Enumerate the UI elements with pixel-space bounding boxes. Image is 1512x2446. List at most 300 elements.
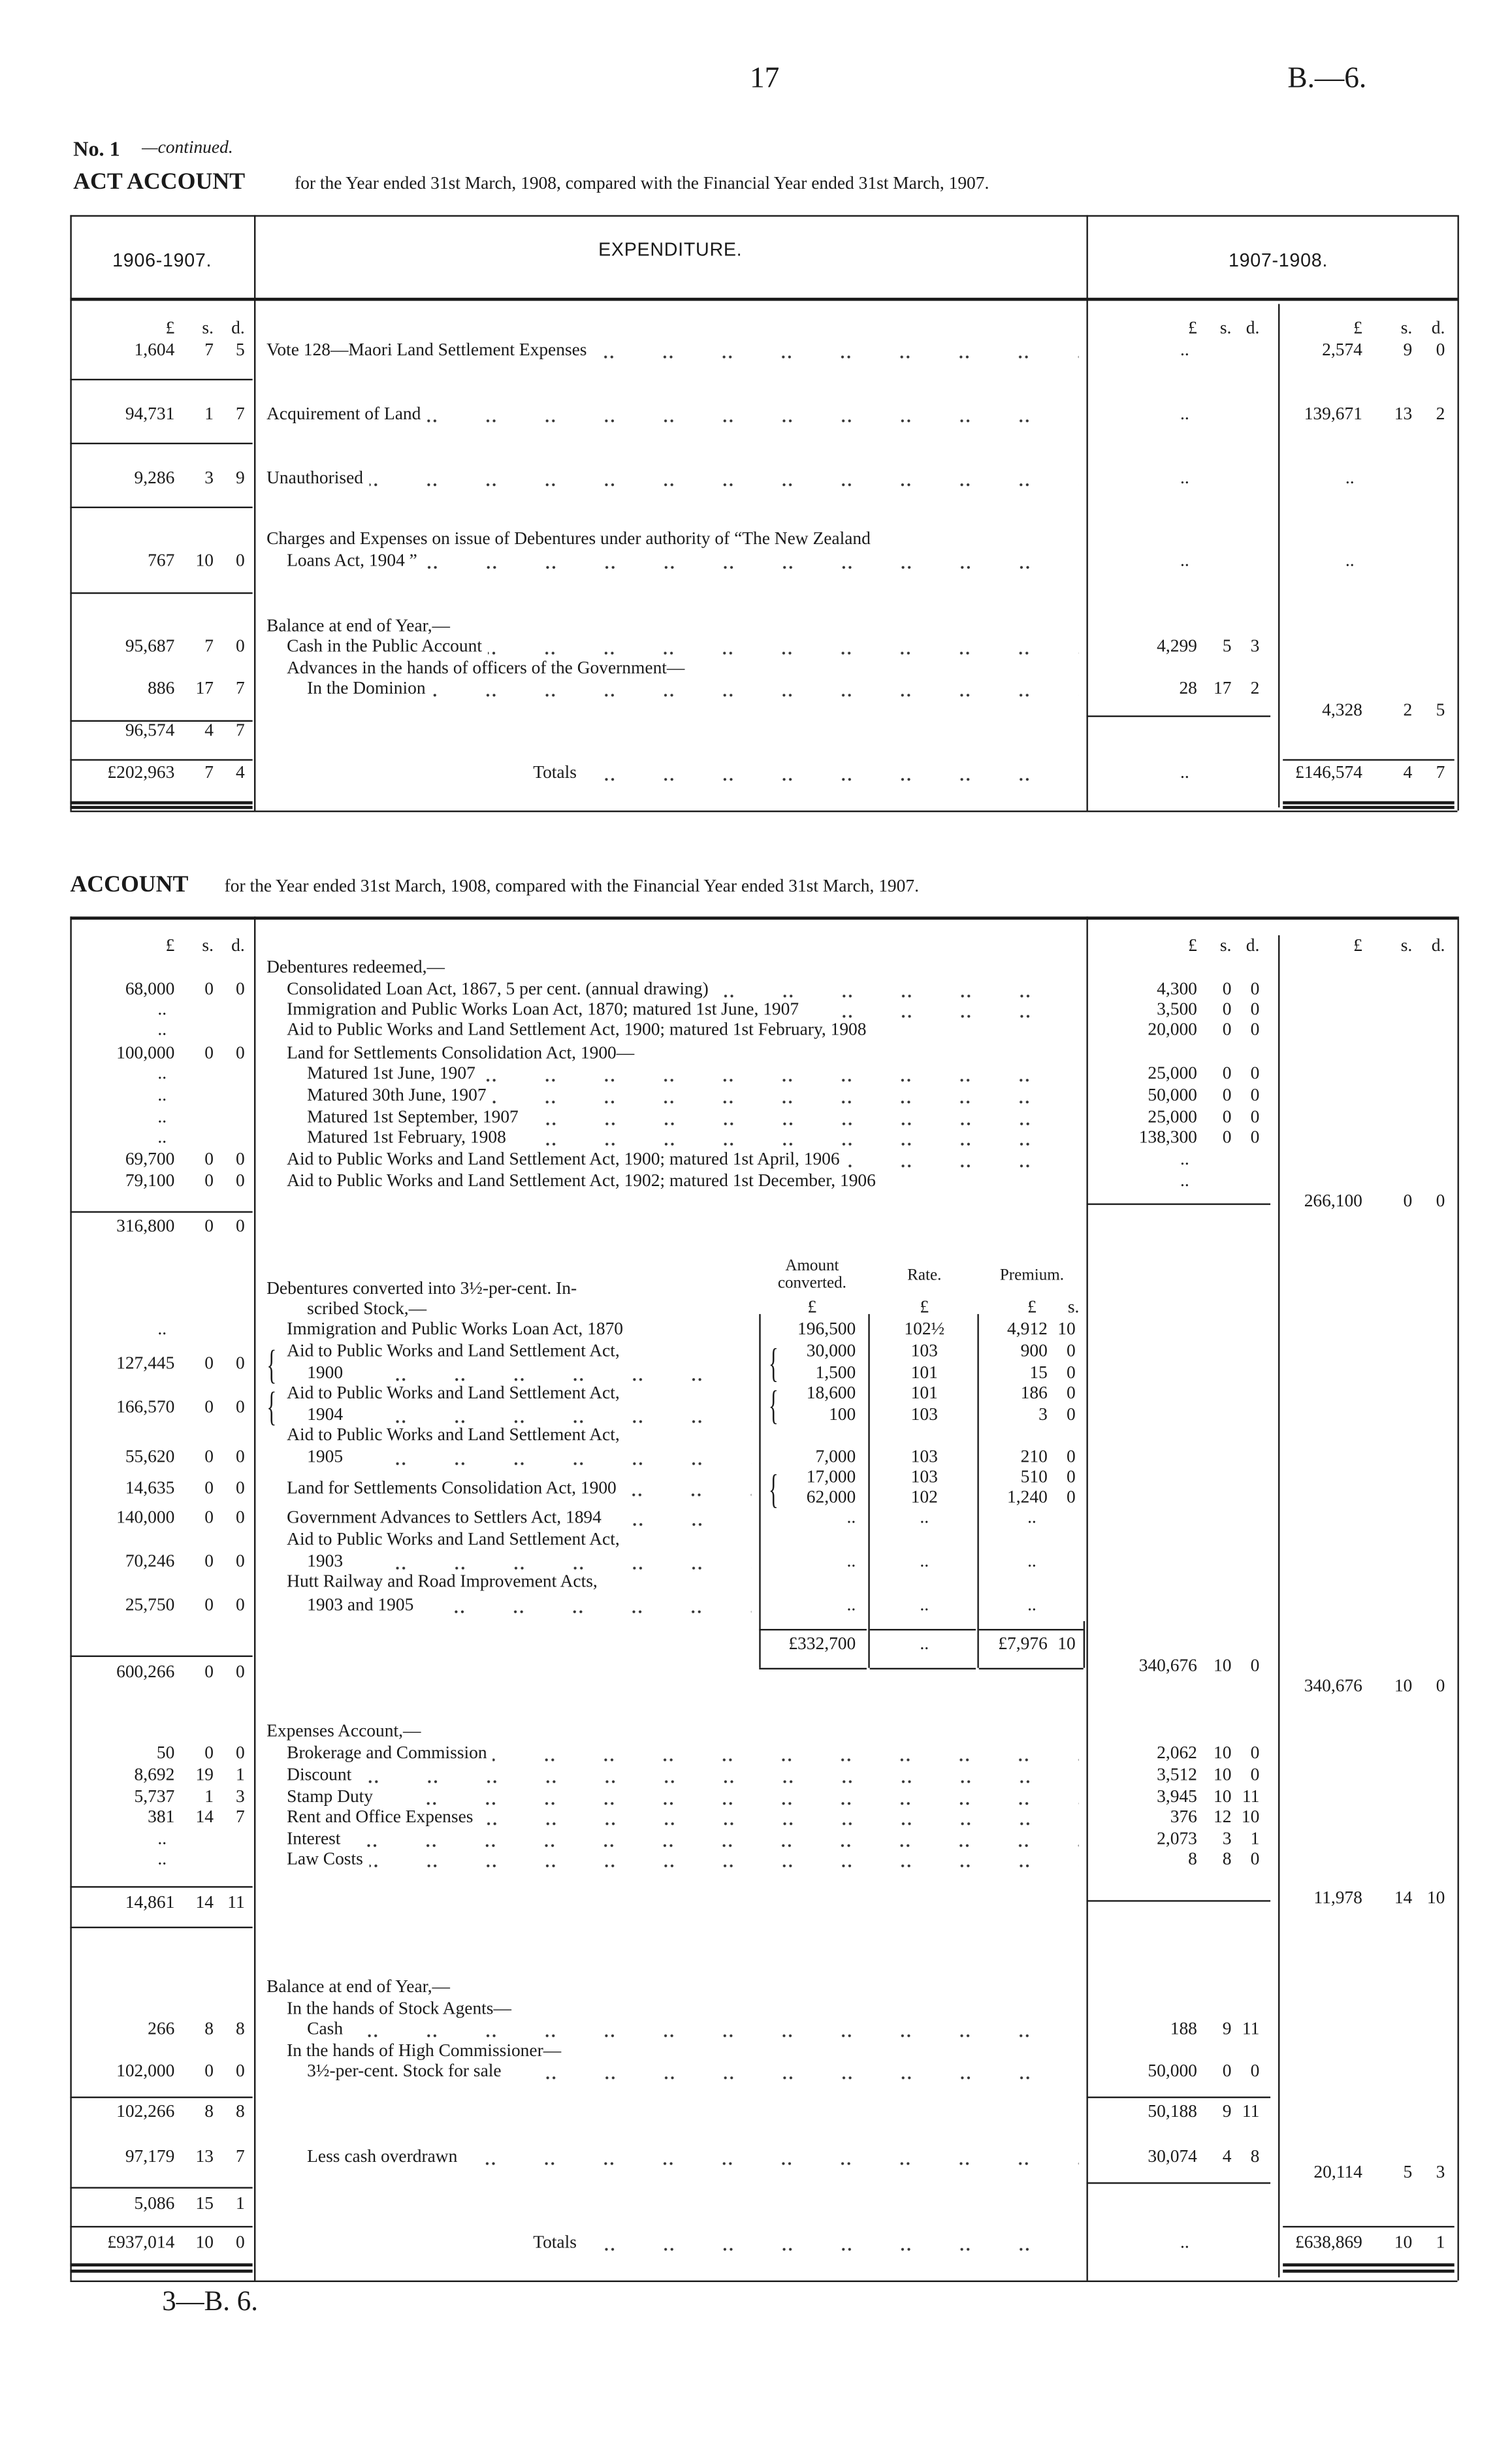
detail-amount-pounds: 4,300	[1157, 980, 1197, 999]
description-with-leader	[307, 1553, 751, 1573]
rule-line	[70, 1927, 252, 1929]
rule-line	[1086, 2097, 1270, 2099]
total-amount-shillings: 5	[1403, 2163, 1413, 2183]
prev-year-amount-pence: 3	[235, 1788, 245, 1807]
detail-amount-pounds: 2,073	[1157, 1829, 1197, 1849]
description: Brokerage and Commission	[287, 1744, 487, 1763]
amount-converted: 196,500	[797, 1320, 856, 1340]
amount-header-line2: converted.	[777, 1275, 846, 1293]
brace	[769, 1470, 779, 1511]
unit-pence-c1: d.	[231, 937, 245, 956]
description-with-leader	[287, 1479, 751, 1500]
premium-shillings: 10	[1057, 1320, 1076, 1340]
brace	[266, 1345, 276, 1386]
prev-year-amount-pence: 0	[235, 1044, 245, 1063]
prev-year-amount-pence: 0	[235, 1479, 245, 1498]
prev-year-amount-pounds: 14,635	[125, 1479, 175, 1498]
prev-year-amount-shillings: 17	[195, 679, 214, 699]
detail-amount-shillings: 17	[1213, 679, 1232, 699]
total-amount-pence: 0	[1436, 341, 1445, 361]
detail-amount-pounds: 20,000	[1148, 1021, 1197, 1040]
description-with-leader	[307, 1065, 1078, 1085]
total-amount-pounds: 20,114	[1313, 2163, 1362, 2183]
description: 1903	[307, 1553, 344, 1571]
description-with-leader	[287, 980, 1078, 1001]
description: 1900	[307, 1364, 344, 1383]
detail-amount-pence: 0	[1250, 1850, 1260, 1869]
prev-year-amount-shillings: 0	[204, 1509, 214, 1528]
conversion-rate: 103	[910, 1448, 938, 1467]
column-header-1907-1908: 1907-1908.	[1228, 249, 1328, 272]
double-rule	[70, 2263, 252, 2266]
detail-amount-pounds: 188	[1170, 2020, 1197, 2039]
description: Loans Act, 1904 ”	[287, 551, 417, 571]
unit-pound-c1: £	[165, 319, 175, 338]
prev-year-amount-pence: 0	[235, 1744, 245, 1763]
unit-shilling-right: s.	[1400, 937, 1413, 956]
dot-leader	[432, 680, 1078, 700]
prev-year-amount-pounds: 25,750	[125, 1596, 175, 1615]
description-with-leader	[287, 1001, 1078, 1021]
total-amount-shillings: 14	[1394, 1889, 1413, 1908]
total-amount-shillings: 10	[1394, 2233, 1413, 2253]
prev-year-amount-pounds: 55,620	[125, 1448, 175, 1467]
prev-year-amount-pence: 4	[235, 764, 245, 783]
double-rule	[1283, 806, 1455, 809]
premium-pounds: 15	[1029, 1364, 1048, 1383]
prev-year-amount-pounds: 68,000	[125, 980, 175, 999]
prev-year-amount-empty: ..	[157, 1320, 167, 1340]
detail-amount-pounds: 50,000	[1148, 1086, 1197, 1106]
rule-line	[70, 379, 252, 381]
prev-year-amount-shillings: 10	[195, 551, 214, 571]
description: Matured 1st September, 1907	[307, 1108, 519, 1127]
rule-line	[70, 759, 252, 761]
rule-line	[70, 2187, 252, 2189]
prev-year-amount-pounds: 94,731	[125, 405, 175, 425]
premium-empty: ..	[1027, 1553, 1037, 1571]
prev-year-amount-pence: 7	[235, 405, 245, 425]
amount-converted: 100	[829, 1406, 856, 1425]
dot-leader	[370, 469, 1079, 489]
conversion-rate: ..	[920, 1596, 929, 1615]
table2-title-bold: ACCOUNT	[70, 873, 189, 898]
description: Law Costs	[287, 1850, 363, 1869]
prev-year-amount-shillings: 0	[204, 1596, 214, 1615]
prev-year-amount-shillings: 0	[204, 1398, 214, 1417]
prev-year-amount-pounds: 70,246	[125, 1553, 175, 1571]
prev-year-amount-shillings: 14	[195, 1808, 214, 1827]
rule-line	[870, 1668, 976, 1670]
total-amount-pence: 3	[1436, 2163, 1445, 2183]
detail-amount-shillings: 12	[1213, 1808, 1232, 1827]
total-amount-pence: 1	[1436, 2233, 1445, 2253]
rule-line	[70, 2226, 252, 2228]
dot-leader	[420, 1596, 751, 1617]
description: Less cash overdrawn	[307, 2148, 458, 2167]
dot-leader	[369, 1850, 1078, 1871]
prev-year-amount-shillings: 15	[195, 2195, 214, 2213]
brace	[769, 1344, 779, 1384]
prev-year-amount-pounds: 5,737	[134, 1788, 175, 1807]
prev-year-amount-empty: ..	[157, 1001, 167, 1020]
dot-leader	[507, 2062, 1078, 2082]
description-with-leader	[307, 1364, 751, 1384]
document-reference: B.—6.	[1287, 62, 1367, 95]
double-rule	[1283, 2270, 1455, 2272]
prev-year-amount-pounds: £202,963	[107, 764, 175, 783]
dot-leader	[349, 1553, 752, 1573]
sub-column-divider	[977, 1314, 978, 1668]
amount-converted: 18,600	[806, 1384, 856, 1403]
column-divider	[1457, 215, 1458, 811]
amount-converted: £332,700	[788, 1635, 856, 1654]
detail-amount-empty: ..	[1180, 341, 1189, 361]
total-amount-pence: 2	[1436, 405, 1445, 425]
unit-pence-right: d.	[1431, 319, 1445, 338]
prev-year-amount-pounds: 127,445	[116, 1354, 175, 1374]
premium-pounds: 900	[1020, 1342, 1048, 1361]
unit-shilling-c1: s.	[202, 319, 214, 338]
prev-year-amount-shillings: 0	[204, 1150, 214, 1169]
prev-year-amount-shillings: 8	[204, 2020, 214, 2039]
rule-line	[1283, 759, 1455, 761]
column-divider	[254, 215, 255, 811]
premium-header: Premium.	[999, 1267, 1065, 1285]
footer-reference: 3—B. 6.	[162, 2285, 259, 2317]
description-with-leader	[287, 1766, 1078, 1786]
description: Matured 1st February, 1908	[307, 1128, 506, 1148]
description: Balance at end of Year,—	[266, 1978, 451, 1997]
unit-pence-mid: d.	[1246, 937, 1260, 956]
description: Aid to Public Works and Land Settlement Act, 1902; matured 1st December, 1906	[287, 1172, 876, 1191]
prev-year-amount-shillings: 8	[204, 2102, 214, 2122]
description: Cash in the Public Account	[287, 637, 482, 656]
detail-amount-shillings: 0	[1222, 1021, 1232, 1040]
total-amount-pounds: 11,978	[1313, 1889, 1362, 1908]
prev-year-amount-pence: 0	[235, 2062, 245, 2082]
prev-year-amount-shillings: 0	[204, 1663, 214, 1682]
premium-shillings: 0	[1067, 1384, 1076, 1403]
table1-title: for the Year ended 31st March, 1908, compared with the Financial Year ended 31st March, 1907.	[295, 174, 989, 193]
description-with-leader	[307, 680, 1078, 700]
detail-amount-shillings: 0	[1222, 2062, 1232, 2082]
prev-year-amount-empty: ..	[157, 1021, 167, 1040]
description-with-leader	[307, 1108, 1078, 1129]
total-amount-pence: 5	[1436, 701, 1445, 720]
dot-leader	[622, 1479, 751, 1500]
total-amount-pence: 10	[1426, 1889, 1445, 1908]
sub-column-divider	[868, 1314, 869, 1668]
conversion-rate: 102½	[904, 1320, 945, 1340]
detail-amount-empty: ..	[1180, 405, 1189, 425]
detail-amount-pounds: 25,000	[1148, 1108, 1197, 1127]
column-divider	[70, 916, 71, 2280]
total-amount-pounds: 4,328	[1322, 701, 1362, 720]
column-divider	[254, 916, 255, 2280]
detail-amount-pounds: 3,512	[1157, 1766, 1197, 1785]
detail-amount-pence: 0	[1250, 1656, 1260, 1676]
detail-amount-empty: ..	[1180, 1172, 1189, 1191]
prev-year-amount-pounds: 8,692	[134, 1766, 175, 1785]
statement-number: No. 1	[73, 137, 120, 161]
conversion-rate: 101	[910, 1364, 938, 1383]
amount-converted: 1,500	[815, 1364, 856, 1383]
conversion-rate: 101	[910, 1384, 938, 1403]
description: Immigration and Public Works Loan Act, 1870	[287, 1320, 624, 1340]
detail-amount-pounds: 2,062	[1157, 1744, 1197, 1763]
prev-year-amount-shillings: 19	[195, 1766, 214, 1785]
description: Aid to Public Works and Land Settlement Act,	[287, 1530, 620, 1550]
dot-leader	[379, 1788, 1079, 1808]
amount-unit: £	[807, 1298, 817, 1317]
prev-year-amount-pence: 0	[235, 980, 245, 999]
page-number: 17	[749, 62, 780, 95]
unit-pound-mid: £	[1188, 937, 1197, 956]
brace	[769, 1386, 779, 1426]
rule-line	[1086, 1900, 1270, 1902]
description: Balance at end of Year,—	[266, 617, 451, 636]
rule-line	[1086, 1203, 1270, 1205]
prev-year-amount-shillings: 0	[204, 1553, 214, 1571]
conversion-rate: ..	[920, 1553, 929, 1571]
detail-amount-shillings: 0	[1222, 1108, 1232, 1127]
detail-amount-pence: 0	[1250, 1766, 1260, 1785]
prev-year-amount-shillings: 10	[195, 2233, 214, 2253]
description-with-leader	[533, 2234, 1078, 2254]
detail-amount-pounds: 25,000	[1148, 1065, 1197, 1084]
prev-year-amount-shillings: 4	[204, 721, 214, 741]
rate-header: Rate.	[907, 1267, 942, 1285]
sub-column-divider	[759, 1314, 760, 1668]
table2-title: for the Year ended 31st March, 1908, compared with the Financial Year ended 31st March, 1907.	[224, 877, 919, 897]
prev-year-amount-pounds: 9,286	[134, 469, 175, 489]
detail-amount-pounds: 138,300	[1138, 1128, 1197, 1148]
amount-converted: 7,000	[815, 1448, 856, 1467]
prev-year-amount-pence: 7	[235, 721, 245, 741]
premium-shillings: 0	[1067, 1489, 1076, 1507]
prev-year-amount-pence: 11	[227, 1893, 245, 1913]
detail-amount-shillings: 0	[1222, 1001, 1232, 1020]
dot-leader	[358, 1766, 1079, 1786]
dot-leader	[481, 1065, 1078, 1085]
description-with-leader	[307, 1086, 1078, 1106]
description: In the hands of High Commissioner—	[287, 2042, 562, 2061]
rule-line	[70, 1886, 252, 1888]
total-amount-shillings: 9	[1403, 341, 1413, 361]
unit-pence-mid: d.	[1246, 319, 1260, 338]
column-divider	[1457, 916, 1458, 2280]
description-with-leader	[287, 637, 1078, 658]
amount-converted: 17,000	[806, 1468, 856, 1487]
detail-amount-empty: ..	[1180, 551, 1189, 571]
description-with-leader	[287, 552, 1078, 572]
prev-year-amount-pounds: 50	[156, 1744, 175, 1763]
premium-shillings: 10	[1057, 1635, 1076, 1654]
prev-year-amount-pence: 0	[235, 1398, 245, 1417]
description: Cash	[307, 2020, 344, 2039]
dot-leader	[493, 1745, 1078, 1765]
prev-year-amount-pence: 0	[235, 1150, 245, 1169]
unit-pound-right: £	[1353, 319, 1362, 338]
description: 1905	[307, 1448, 344, 1467]
description: Expenses Account,—	[266, 1722, 421, 1741]
premium-pounds: £7,976	[998, 1635, 1048, 1654]
detail-amount-pounds: 30,074	[1148, 2148, 1197, 2167]
premium-pounds: 3	[1038, 1406, 1048, 1425]
dot-leader	[583, 764, 1078, 784]
prev-year-amount-pence: 0	[235, 1663, 245, 1682]
table1-header-rule	[70, 298, 1457, 301]
rule-line	[979, 1629, 1084, 1631]
detail-amount-shillings: 8	[1222, 1850, 1232, 1869]
dot-leader	[349, 1448, 752, 1468]
detail-amount-pence: 0	[1250, 1021, 1260, 1040]
total-amount-empty: ..	[1345, 469, 1355, 489]
double-rule	[70, 2270, 252, 2272]
prev-year-amount-pence: 7	[235, 2148, 245, 2167]
prev-year-amount-empty: ..	[157, 1108, 167, 1127]
prev-year-amount-empty: ..	[157, 1065, 167, 1084]
prev-year-amount-pence: 7	[235, 1808, 245, 1827]
description: Hutt Railway and Road Improvement Acts,	[287, 1573, 598, 1592]
detail-amount-pence: 0	[1250, 2062, 1260, 2082]
prev-year-amount-pence: 0	[235, 1448, 245, 1467]
prev-year-amount-shillings: 0	[204, 1044, 214, 1063]
conversion-rate: 103	[910, 1468, 938, 1487]
total-amount-pounds: £146,574	[1295, 764, 1362, 783]
premium-pounds-unit: £	[1027, 1298, 1037, 1317]
description-with-leader	[287, 1788, 1078, 1808]
description-with-leader	[287, 1509, 751, 1529]
total-amount-shillings: 2	[1403, 701, 1413, 720]
prev-year-amount-pence: 1	[235, 2195, 245, 2213]
description: Totals	[533, 2233, 577, 2253]
total-amount-pence: 0	[1436, 1192, 1445, 1212]
prev-year-amount-pounds: 14,861	[125, 1893, 175, 1913]
prev-year-amount-pence: 8	[235, 2102, 245, 2122]
double-rule	[70, 801, 252, 804]
prev-year-amount-empty: ..	[157, 1128, 167, 1148]
total-amount-shillings: 0	[1403, 1192, 1413, 1212]
detail-amount-shillings: 0	[1222, 1086, 1232, 1106]
description-with-leader	[287, 1745, 1078, 1765]
dot-leader	[593, 342, 1078, 362]
description: Acquirement of Land	[266, 405, 421, 425]
dot-leader	[347, 1830, 1079, 1850]
prev-year-amount-pence: 0	[235, 1217, 245, 1236]
double-rule	[70, 806, 252, 809]
detail-amount-pence: 0	[1250, 980, 1260, 999]
total-amount-pence: 7	[1436, 764, 1445, 783]
column-divider	[1086, 916, 1087, 2280]
prev-year-amount-shillings: 0	[204, 1354, 214, 1374]
column-header-expenditure: EXPENDITURE.	[598, 238, 743, 261]
description: Aid to Public Works and Land Settlement Act, 1900; matured 1st April, 1906	[287, 1150, 840, 1169]
total-amount-shillings: 4	[1403, 764, 1413, 783]
premium-shillings: 0	[1067, 1448, 1076, 1467]
description: Debentures converted into 3½-per-cent. In-	[266, 1279, 577, 1299]
unit-shilling-mid: s.	[1219, 937, 1232, 956]
rule-line	[1086, 2182, 1270, 2184]
detail-amount-empty: ..	[1180, 469, 1189, 489]
detail-amount-empty: ..	[1180, 1150, 1189, 1169]
amount-converted: ..	[846, 1553, 856, 1571]
table2-bottom-border	[70, 2281, 1457, 2282]
dot-leader	[492, 1086, 1078, 1106]
detail-amount-shillings: 10	[1213, 1788, 1232, 1807]
description-with-leader	[307, 1129, 1078, 1149]
premium-shillings: 0	[1067, 1364, 1076, 1383]
description-with-leader	[307, 1448, 751, 1468]
detail-amount-pounds: 50,000	[1148, 2062, 1197, 2082]
conversion-rate: 103	[910, 1342, 938, 1361]
prev-year-amount-pence: 7	[235, 679, 245, 699]
prev-year-amount-shillings: 7	[204, 637, 214, 656]
unit-pound-mid: £	[1188, 319, 1197, 338]
prev-year-amount-pence: 0	[235, 1553, 245, 1571]
description: Stamp Duty	[287, 1788, 374, 1807]
detail-amount-shillings: 3	[1222, 1829, 1232, 1849]
prev-year-amount-shillings: 0	[204, 1217, 214, 1236]
prev-year-amount-pounds: 79,100	[125, 1172, 175, 1191]
description: 3½-per-cent. Stock for sale	[307, 2062, 502, 2082]
premium-shillings: 0	[1067, 1406, 1076, 1425]
detail-amount-pounds: 3,945	[1157, 1788, 1197, 1807]
description: Government Advances to Settlers Act, 1894	[287, 1509, 602, 1528]
description: Matured 30th June, 1907	[307, 1086, 487, 1106]
prev-year-amount-pounds: £937,014	[107, 2233, 175, 2253]
total-amount-pence: 0	[1436, 1677, 1445, 1696]
prev-year-amount-pence: 0	[235, 1509, 245, 1528]
rule-line	[759, 1629, 867, 1631]
unit-shilling-c1: s.	[202, 937, 214, 956]
premium-empty: ..	[1027, 1596, 1037, 1615]
prev-year-amount-pounds: 266	[148, 2020, 175, 2039]
prev-year-amount-pounds: 767	[148, 551, 175, 571]
detail-amount-shillings: 0	[1222, 1065, 1232, 1084]
premium-shillings: 0	[1067, 1468, 1076, 1487]
description-with-leader	[307, 2148, 1078, 2168]
description-with-leader	[307, 1596, 751, 1617]
detail-amount-shillings: 4	[1222, 2148, 1232, 2167]
description-with-leader	[287, 1850, 1078, 1871]
prev-year-amount-shillings: 13	[195, 2148, 214, 2167]
total-amount-empty: ..	[1345, 551, 1355, 571]
prev-year-amount-shillings: 0	[204, 1448, 214, 1467]
rule-line	[759, 1668, 867, 1670]
prev-year-amount-shillings: 3	[204, 469, 214, 489]
prev-year-amount-pounds: 600,266	[116, 1663, 175, 1682]
description: Charges and Expenses on issue of Debentures under authority of “The New Zealand	[266, 530, 871, 549]
description: scribed Stock,—	[307, 1300, 427, 1319]
dot-leader	[349, 1364, 752, 1384]
premium-pounds: 210	[1020, 1448, 1048, 1467]
dot-leader	[583, 2234, 1078, 2254]
prev-year-amount-shillings: 0	[204, 1479, 214, 1498]
prev-year-amount-pounds: 96,574	[125, 721, 175, 741]
rule-line	[979, 1668, 1084, 1670]
column-divider	[1086, 215, 1087, 811]
amount-converted: ..	[846, 1509, 856, 1528]
description-with-leader	[307, 2062, 1078, 2082]
prev-year-amount-shillings: 1	[204, 1788, 214, 1807]
prev-year-amount-pounds: 102,000	[116, 2062, 175, 2082]
description: 1904	[307, 1406, 344, 1425]
prev-year-amount-pence: 0	[235, 637, 245, 656]
dot-leader	[427, 406, 1079, 426]
detail-amount-pence: 0	[1250, 1108, 1260, 1127]
